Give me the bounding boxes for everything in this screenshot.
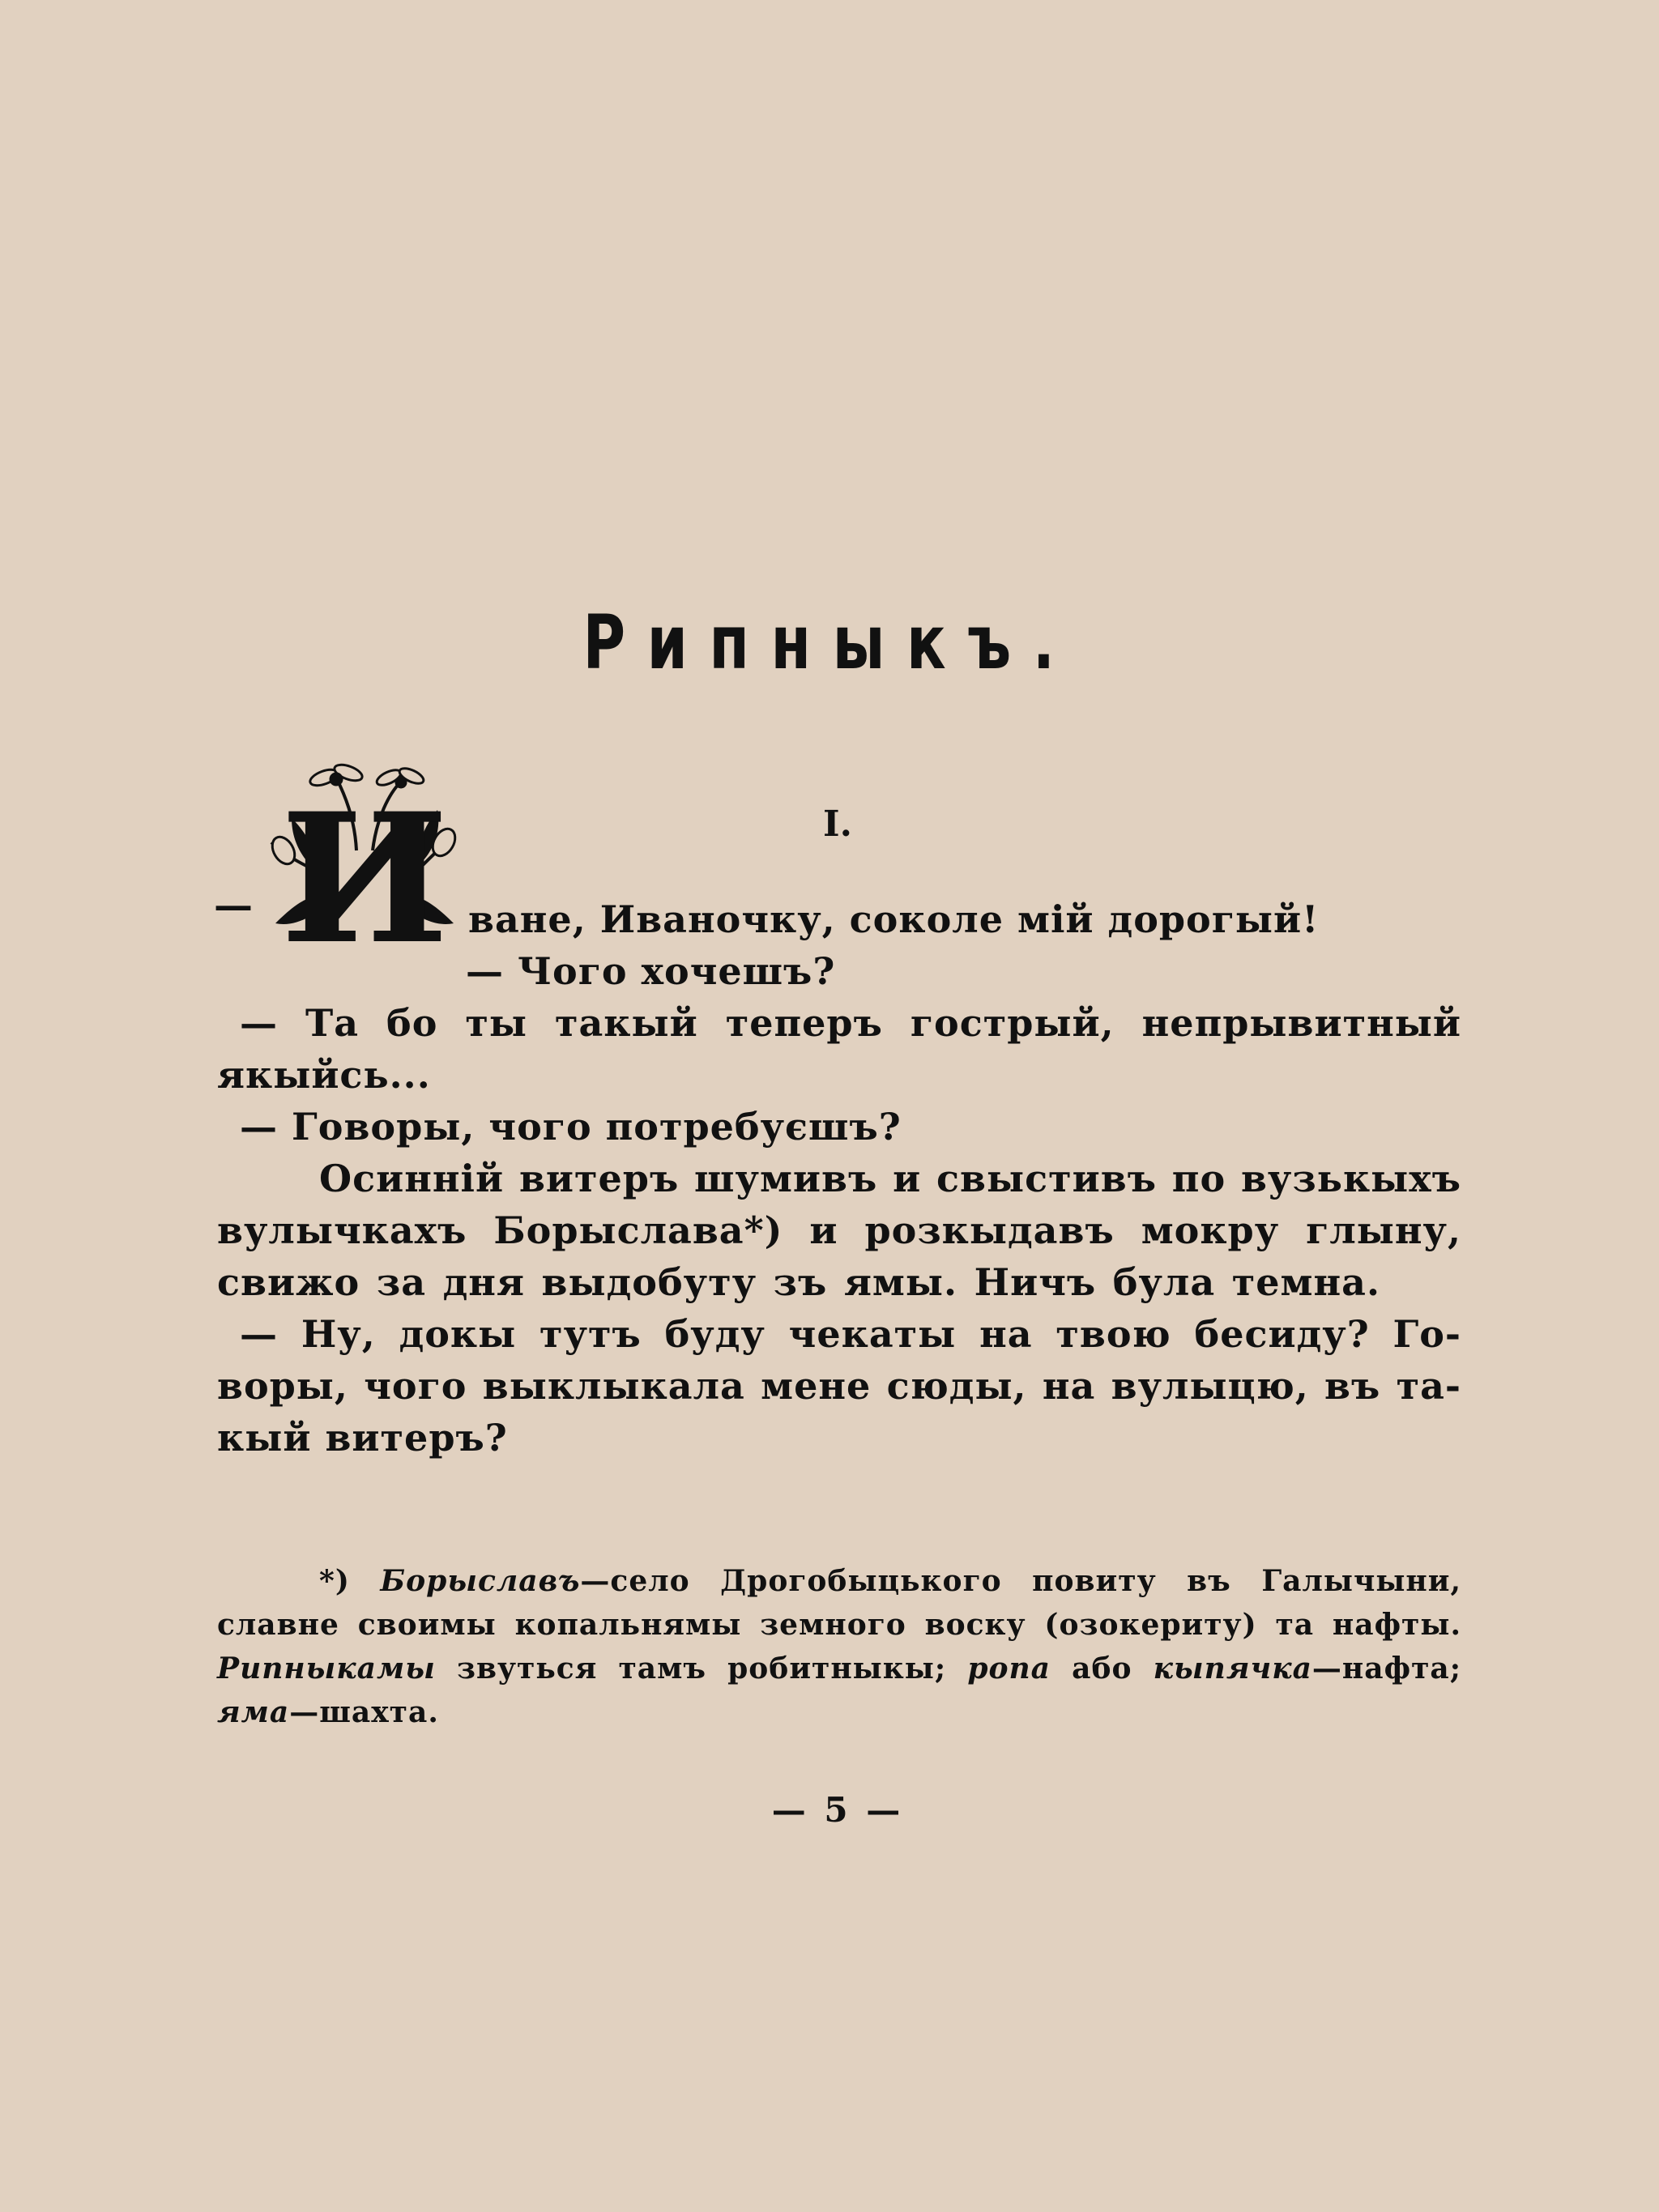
footnote-line-1: [319, 1566, 1461, 1596]
footnote-term-ropa: ропа: [967, 1652, 1051, 1686]
body-line-10: воры, чого выклыкала мене сюды, на вулыцю, въ та-: [217, 1364, 1461, 1408]
page-number: — 5 —: [771, 1790, 904, 1830]
footnote-text-1: —село Дрогобыцького повиту въ Галычыни,: [580, 1564, 1461, 1598]
body-line-9: — Ну, докы тутъ буду чекаты на твою бесиду? Го-: [240, 1312, 1461, 1356]
body-line-5: — Говоры, чого потребуєшъ?: [240, 1105, 902, 1149]
footnote-text-3a: звуться тамъ робитныкы;: [435, 1652, 968, 1686]
footnote-line-2: славне своимы копальнямы земного воску (озокериту) та нафты.: [217, 1608, 1461, 1642]
footnote-text-3b: або: [1051, 1652, 1154, 1686]
footnote-term-kypiachka: кыпячка: [1153, 1652, 1312, 1686]
body-line-6: Осинній витеръ шумивъ и свыстивъ по вузькыхъ: [319, 1157, 1461, 1200]
body-line-4: якыйсь...: [217, 1053, 431, 1097]
footnote-marker: *): [319, 1564, 350, 1598]
footnote-term-rypnyky: Рипныкамы: [217, 1652, 436, 1686]
body-line-3: — Та бо ты такый теперъ гострый, непрывитный: [240, 1001, 1461, 1045]
footnote-text-4: —шахта.: [289, 1695, 439, 1729]
opening-dash: —: [214, 883, 253, 928]
body-line-7: вулычкахъ Борыслава*) и розкыдавъ мокру глыну,: [217, 1208, 1461, 1252]
body-line-8: свижо за дня выдобуту зъ ямы. Ничъ була темна.: [217, 1260, 1380, 1304]
body-line-11: кый витеръ?: [217, 1416, 508, 1460]
footnote-line-4: [217, 1695, 1461, 1729]
body-line-1: ване, Иваночку, соколе мій дорогый!: [468, 897, 1320, 941]
decorative-drop-cap-icon: [259, 761, 470, 972]
body-line-2: — Чого хочешъ?: [466, 949, 836, 993]
footnote-line-3: [217, 1652, 1461, 1686]
svg-text:И: И: [280, 774, 449, 972]
story-title: Рипныкъ.: [582, 599, 1077, 686]
chapter-number: I.: [823, 803, 852, 845]
footnote-term-yama: яма: [217, 1695, 290, 1729]
footnote-term-boryslav: Борыславъ: [380, 1564, 581, 1598]
footnote-text-3c: —нафта;: [1311, 1652, 1461, 1686]
